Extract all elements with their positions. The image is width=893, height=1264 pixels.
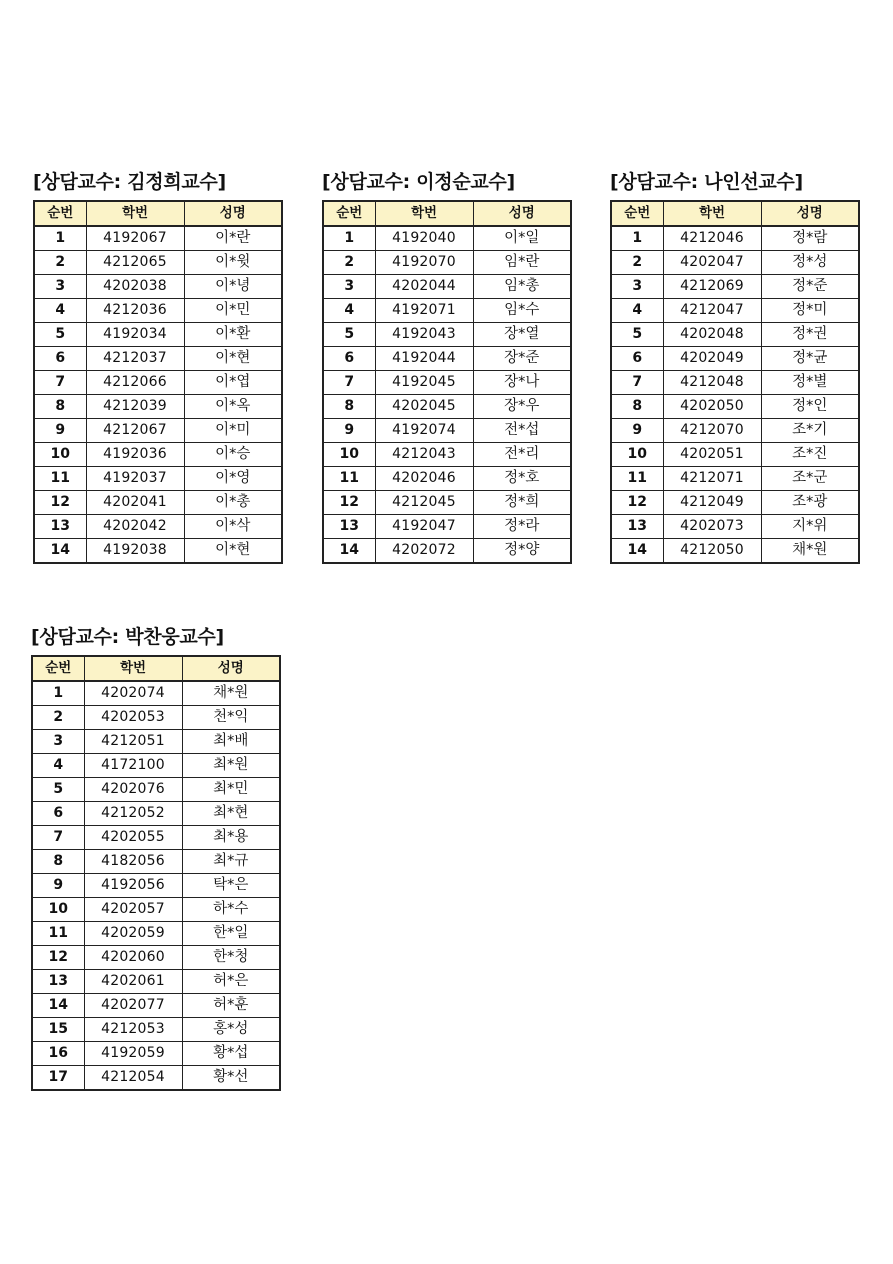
student-name: 정*준 — [761, 275, 859, 299]
table-row — [323, 275, 571, 299]
student-id: 4202046 — [375, 467, 473, 491]
student-name: 임*총 — [473, 275, 571, 299]
student-id: 4212069 — [663, 275, 761, 299]
student-name: 황*섭 — [182, 1042, 280, 1066]
student-id: 4202072 — [375, 539, 473, 564]
table-row — [32, 850, 280, 874]
table-row — [611, 539, 859, 564]
col-header-name: 성명 — [184, 201, 282, 226]
student-name: 이*삭 — [184, 515, 282, 539]
table-row — [611, 443, 859, 467]
row-number: 1 — [34, 226, 86, 251]
table-row — [323, 226, 571, 251]
table-header-row — [611, 201, 859, 226]
student-id: 4202038 — [86, 275, 184, 299]
student-name: 정*성 — [761, 251, 859, 275]
table-row — [611, 491, 859, 515]
row-number: 6 — [34, 347, 86, 371]
advisor-group-1 — [33, 168, 283, 564]
table-row — [34, 347, 282, 371]
row-number: 14 — [32, 994, 84, 1018]
table-row — [32, 1042, 280, 1066]
row-number: 2 — [34, 251, 86, 275]
row-number: 5 — [34, 323, 86, 347]
row-number: 4 — [611, 299, 663, 323]
row-number: 15 — [32, 1018, 84, 1042]
table-row — [34, 275, 282, 299]
row-number: 1 — [611, 226, 663, 251]
row-number: 9 — [323, 419, 375, 443]
row-number: 14 — [611, 539, 663, 564]
student-name: 장*우 — [473, 395, 571, 419]
row-number: 17 — [32, 1066, 84, 1091]
student-id: 4212047 — [663, 299, 761, 323]
student-name: 하*수 — [182, 898, 280, 922]
student-name: 최*규 — [182, 850, 280, 874]
table-row — [32, 994, 280, 1018]
row-number: 12 — [32, 946, 84, 970]
row-number: 12 — [34, 491, 86, 515]
row-number: 3 — [323, 275, 375, 299]
table-row — [611, 226, 859, 251]
table-row — [323, 299, 571, 323]
advisor-group-3 — [610, 168, 860, 564]
row-number: 10 — [611, 443, 663, 467]
student-id: 4212071 — [663, 467, 761, 491]
row-number: 8 — [32, 850, 84, 874]
student-id: 4212053 — [84, 1018, 182, 1042]
student-id: 4212036 — [86, 299, 184, 323]
table-row — [323, 419, 571, 443]
table-row — [611, 251, 859, 275]
student-table — [610, 200, 860, 564]
row-number: 9 — [32, 874, 84, 898]
student-name: 최*민 — [182, 778, 280, 802]
student-name: 조*진 — [761, 443, 859, 467]
student-name: 정*라 — [473, 515, 571, 539]
student-id: 4192047 — [375, 515, 473, 539]
table-header-row — [32, 656, 280, 681]
row-number: 7 — [32, 826, 84, 850]
row-number: 8 — [323, 395, 375, 419]
student-id: 4192034 — [86, 323, 184, 347]
student-id: 4202055 — [84, 826, 182, 850]
table-row — [32, 730, 280, 754]
table-row — [323, 395, 571, 419]
table-row — [323, 443, 571, 467]
row-number: 1 — [323, 226, 375, 251]
table-row — [34, 467, 282, 491]
table-row — [611, 467, 859, 491]
student-name: 황*선 — [182, 1066, 280, 1091]
student-id: 4212048 — [663, 371, 761, 395]
table-row — [611, 299, 859, 323]
student-id: 4212054 — [84, 1066, 182, 1091]
student-name: 이*현 — [184, 539, 282, 564]
student-name: 이*엽 — [184, 371, 282, 395]
row-number: 7 — [611, 371, 663, 395]
col-header-num: 순번 — [32, 656, 84, 681]
student-id: 4182056 — [84, 850, 182, 874]
row-number: 13 — [32, 970, 84, 994]
table-row — [323, 491, 571, 515]
table-row — [34, 299, 282, 323]
row-number: 3 — [34, 275, 86, 299]
student-name: 이*옥 — [184, 395, 282, 419]
col-header-id: 학번 — [86, 201, 184, 226]
row-number: 13 — [34, 515, 86, 539]
row-number: 13 — [611, 515, 663, 539]
row-number: 5 — [323, 323, 375, 347]
table-row — [32, 754, 280, 778]
table-header-row — [323, 201, 571, 226]
table-row — [32, 778, 280, 802]
table-row — [323, 371, 571, 395]
student-name: 정*양 — [473, 539, 571, 564]
student-name: 탁*은 — [182, 874, 280, 898]
student-id: 4212067 — [86, 419, 184, 443]
col-header-id: 학번 — [84, 656, 182, 681]
student-name: 지*위 — [761, 515, 859, 539]
student-name: 이*환 — [184, 323, 282, 347]
student-name: 정*균 — [761, 347, 859, 371]
table-row — [34, 443, 282, 467]
student-id: 4202060 — [84, 946, 182, 970]
row-number: 11 — [34, 467, 86, 491]
row-number: 10 — [34, 443, 86, 467]
student-id: 4192074 — [375, 419, 473, 443]
table-row — [32, 898, 280, 922]
table-row — [34, 251, 282, 275]
row-number: 14 — [323, 539, 375, 564]
student-name: 조*기 — [761, 419, 859, 443]
student-id: 4192045 — [375, 371, 473, 395]
row-number: 9 — [611, 419, 663, 443]
row-number: 12 — [611, 491, 663, 515]
student-name: 허*훈 — [182, 994, 280, 1018]
row-number: 4 — [34, 299, 86, 323]
table-row — [32, 826, 280, 850]
advisor-heading: [상담교수: 이정순교수] — [322, 171, 515, 193]
table-row — [34, 395, 282, 419]
table-row — [323, 515, 571, 539]
table-row — [323, 539, 571, 564]
student-id: 4202047 — [663, 251, 761, 275]
student-name: 한*청 — [182, 946, 280, 970]
student-name: 전*리 — [473, 443, 571, 467]
table-row — [611, 275, 859, 299]
student-name: 한*일 — [182, 922, 280, 946]
student-id: 4202049 — [663, 347, 761, 371]
student-name: 채*원 — [761, 539, 859, 564]
student-name: 홍*성 — [182, 1018, 280, 1042]
student-name: 임*란 — [473, 251, 571, 275]
table-row — [611, 395, 859, 419]
table-row — [611, 347, 859, 371]
student-name: 이*총 — [184, 491, 282, 515]
row-number: 12 — [323, 491, 375, 515]
table-row — [323, 347, 571, 371]
table-row — [34, 539, 282, 564]
student-id: 4212039 — [86, 395, 184, 419]
student-id: 4202048 — [663, 323, 761, 347]
table-row — [32, 874, 280, 898]
student-id: 4202041 — [86, 491, 184, 515]
student-name: 정*별 — [761, 371, 859, 395]
student-id: 4192038 — [86, 539, 184, 564]
student-name: 최*현 — [182, 802, 280, 826]
advisor-heading: [상담교수: 박찬웅교수] — [31, 626, 224, 648]
row-number: 4 — [32, 754, 84, 778]
student-id: 4192044 — [375, 347, 473, 371]
row-number: 2 — [32, 706, 84, 730]
student-id: 4202042 — [86, 515, 184, 539]
student-name: 정*호 — [473, 467, 571, 491]
col-header-num: 순번 — [34, 201, 86, 226]
student-id: 4202076 — [84, 778, 182, 802]
row-number: 4 — [323, 299, 375, 323]
student-name: 이*미 — [184, 419, 282, 443]
table-row — [323, 323, 571, 347]
col-header-id: 학번 — [375, 201, 473, 226]
col-header-name: 성명 — [473, 201, 571, 226]
table-row — [32, 681, 280, 706]
student-name: 이*승 — [184, 443, 282, 467]
student-id: 4212066 — [86, 371, 184, 395]
table-row — [32, 706, 280, 730]
student-name: 장*나 — [473, 371, 571, 395]
student-name: 이*녕 — [184, 275, 282, 299]
student-id: 4192067 — [86, 226, 184, 251]
student-name: 채*원 — [182, 681, 280, 706]
student-id: 4192071 — [375, 299, 473, 323]
student-id: 4212050 — [663, 539, 761, 564]
col-header-num: 순번 — [611, 201, 663, 226]
advisor-group-4 — [31, 623, 281, 1091]
student-id: 4212046 — [663, 226, 761, 251]
row-number: 1 — [32, 681, 84, 706]
student-name: 정*인 — [761, 395, 859, 419]
student-name: 이*현 — [184, 347, 282, 371]
student-name: 조*광 — [761, 491, 859, 515]
student-table — [322, 200, 572, 564]
advisor-heading: [상담교수: 나인선교수] — [610, 171, 803, 193]
student-id: 4212043 — [375, 443, 473, 467]
student-table — [33, 200, 283, 564]
row-number: 5 — [32, 778, 84, 802]
col-header-num: 순번 — [323, 201, 375, 226]
row-number: 6 — [611, 347, 663, 371]
student-name: 정*희 — [473, 491, 571, 515]
table-row — [611, 371, 859, 395]
student-id: 4202061 — [84, 970, 182, 994]
student-name: 정*미 — [761, 299, 859, 323]
student-id: 4212070 — [663, 419, 761, 443]
row-number: 14 — [34, 539, 86, 564]
table-row — [34, 371, 282, 395]
student-id: 4202045 — [375, 395, 473, 419]
student-name: 임*수 — [473, 299, 571, 323]
student-id: 4202050 — [663, 395, 761, 419]
student-id: 4192070 — [375, 251, 473, 275]
table-row — [611, 323, 859, 347]
student-name: 장*열 — [473, 323, 571, 347]
table-row — [323, 467, 571, 491]
row-number: 2 — [611, 251, 663, 275]
student-name: 장*준 — [473, 347, 571, 371]
student-id: 4212065 — [86, 251, 184, 275]
table-row — [611, 419, 859, 443]
student-name: 이*영 — [184, 467, 282, 491]
table-row — [34, 226, 282, 251]
student-id: 4202077 — [84, 994, 182, 1018]
student-id: 4202073 — [663, 515, 761, 539]
student-id: 4192043 — [375, 323, 473, 347]
table-row — [611, 515, 859, 539]
row-number: 11 — [323, 467, 375, 491]
student-name: 이*일 — [473, 226, 571, 251]
table-header-row — [34, 201, 282, 226]
table-row — [32, 946, 280, 970]
table-row — [34, 491, 282, 515]
student-id: 4212049 — [663, 491, 761, 515]
student-id: 4192037 — [86, 467, 184, 491]
student-id: 4212051 — [84, 730, 182, 754]
row-number: 6 — [32, 802, 84, 826]
student-table — [31, 655, 281, 1091]
student-name: 이*민 — [184, 299, 282, 323]
row-number: 6 — [323, 347, 375, 371]
student-name: 정*권 — [761, 323, 859, 347]
student-id: 4192036 — [86, 443, 184, 467]
row-number: 2 — [323, 251, 375, 275]
col-header-id: 학번 — [663, 201, 761, 226]
row-number: 10 — [32, 898, 84, 922]
row-number: 7 — [323, 371, 375, 395]
student-name: 이*윗 — [184, 251, 282, 275]
row-number: 13 — [323, 515, 375, 539]
table-row — [32, 970, 280, 994]
table-row — [34, 323, 282, 347]
student-name: 조*군 — [761, 467, 859, 491]
table-row — [34, 515, 282, 539]
col-header-name: 성명 — [761, 201, 859, 226]
row-number: 9 — [34, 419, 86, 443]
row-number: 16 — [32, 1042, 84, 1066]
student-id: 4202051 — [663, 443, 761, 467]
student-id: 4192040 — [375, 226, 473, 251]
student-name: 최*원 — [182, 754, 280, 778]
student-id: 4212052 — [84, 802, 182, 826]
student-name: 허*은 — [182, 970, 280, 994]
table-row — [323, 251, 571, 275]
student-name: 전*섭 — [473, 419, 571, 443]
row-number: 3 — [32, 730, 84, 754]
student-id: 4212037 — [86, 347, 184, 371]
row-number: 8 — [611, 395, 663, 419]
advisor-heading: [상담교수: 김정희교수] — [33, 171, 226, 193]
student-name: 최*용 — [182, 826, 280, 850]
student-id: 4202059 — [84, 922, 182, 946]
table-row — [32, 922, 280, 946]
student-id: 4202053 — [84, 706, 182, 730]
row-number: 10 — [323, 443, 375, 467]
row-number: 11 — [32, 922, 84, 946]
student-id: 4202074 — [84, 681, 182, 706]
table-row — [32, 1018, 280, 1042]
student-name: 정*람 — [761, 226, 859, 251]
table-row — [32, 802, 280, 826]
student-name: 최*배 — [182, 730, 280, 754]
student-id: 4212045 — [375, 491, 473, 515]
advisor-group-2 — [322, 168, 572, 564]
table-row — [32, 1066, 280, 1091]
row-number: 8 — [34, 395, 86, 419]
student-id: 4202057 — [84, 898, 182, 922]
student-id: 4202044 — [375, 275, 473, 299]
student-name: 천*익 — [182, 706, 280, 730]
row-number: 7 — [34, 371, 86, 395]
row-number: 5 — [611, 323, 663, 347]
table-row — [34, 419, 282, 443]
student-id: 4192056 — [84, 874, 182, 898]
student-id: 4192059 — [84, 1042, 182, 1066]
student-name: 이*란 — [184, 226, 282, 251]
row-number: 11 — [611, 467, 663, 491]
student-id: 4172100 — [84, 754, 182, 778]
col-header-name: 성명 — [182, 656, 280, 681]
row-number: 3 — [611, 275, 663, 299]
